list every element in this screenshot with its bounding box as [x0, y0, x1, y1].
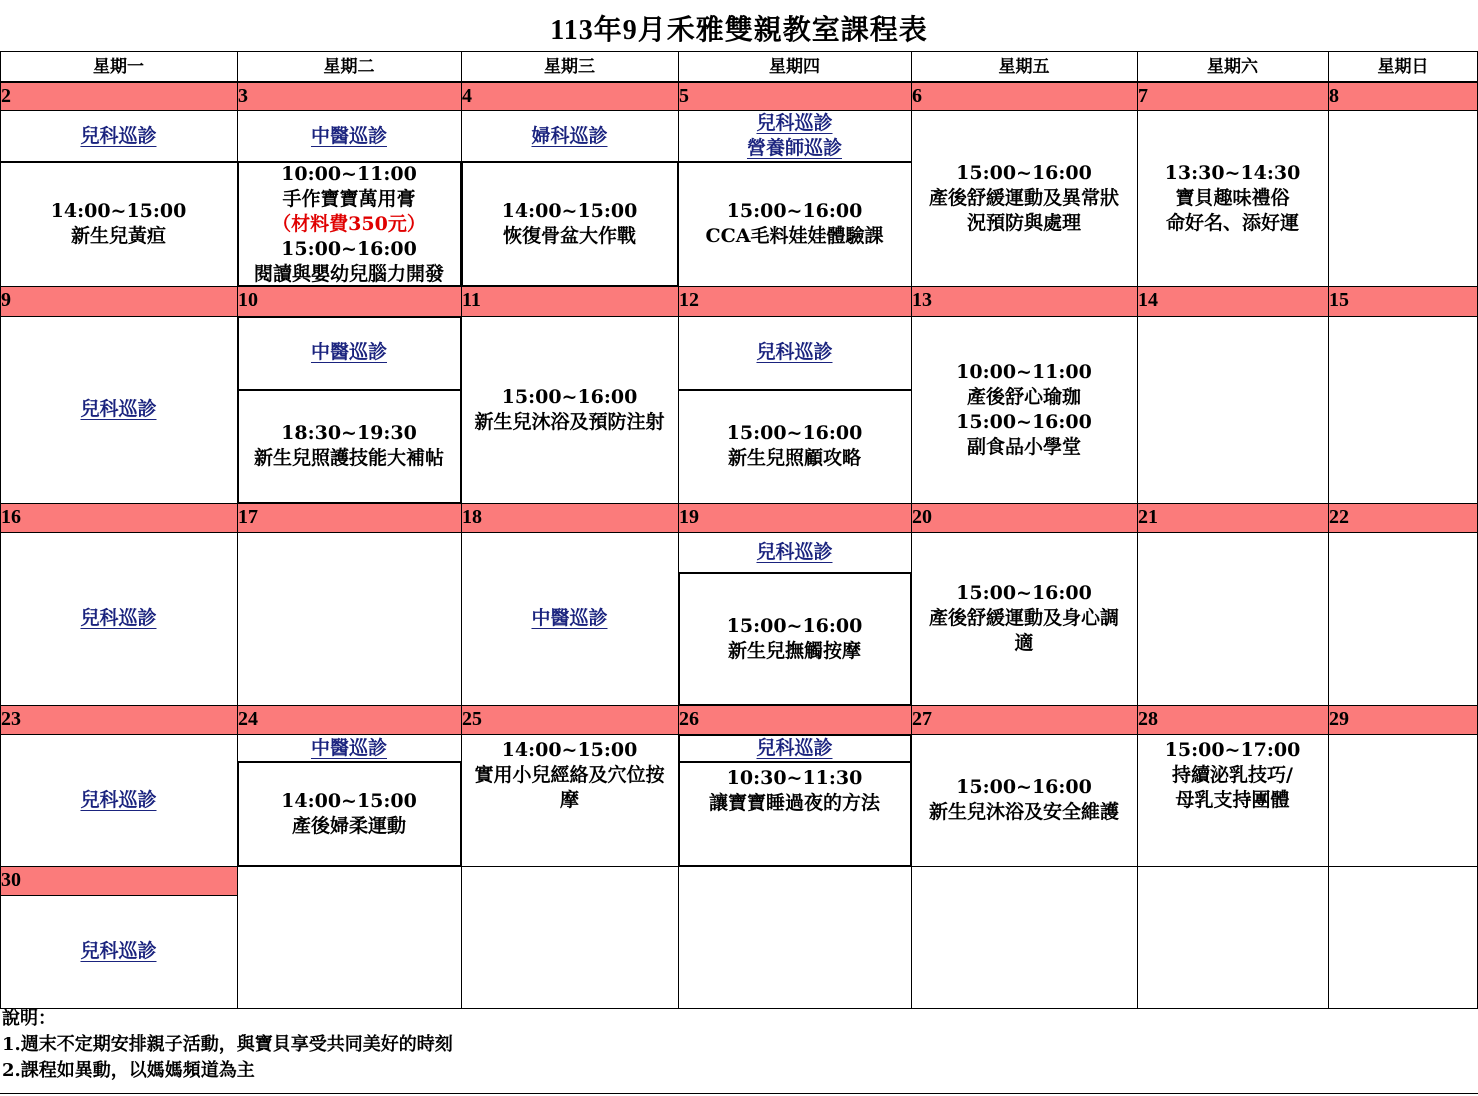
course-title: 產後舒緩運動及身心調 [928, 607, 1119, 629]
course-cell [911, 110, 1137, 286]
course-cell [237, 389, 461, 503]
grid-line [0, 895, 237, 896]
date-label: 29 [1328, 705, 1478, 734]
course-cell [1137, 110, 1328, 286]
clinic-visit-link[interactable]: 兒科巡診 [756, 736, 833, 759]
clinic-visit-cell [678, 316, 911, 389]
course-time: 10:30~11:30 [726, 767, 863, 789]
grid-line [237, 285, 461, 287]
grid-line [237, 316, 461, 318]
clinic-visit-cell [237, 734, 461, 762]
date-label: 4 [461, 82, 678, 110]
clinic-visit-link[interactable]: 兒科巡診 [80, 940, 157, 962]
grid-line [677, 161, 679, 286]
clinic-visit-link[interactable]: 營養師巡診 [746, 137, 842, 159]
grid-line [678, 572, 680, 705]
course-time: 15:00~16:00 [956, 776, 1092, 798]
grid-line [678, 865, 911, 867]
clinic-visit-link[interactable]: 中醫巡診 [310, 341, 387, 363]
course-title: 產後婦柔運動 [291, 815, 406, 837]
date-label: 12 [678, 286, 911, 316]
course-time: 14:00~15:00 [501, 739, 638, 761]
clinic-visit-link[interactable]: 中醫巡診 [310, 124, 387, 147]
grid-line [237, 161, 461, 163]
course-title: 新生兒照顧攻略 [727, 447, 861, 469]
clinic-visit-link[interactable]: 兒科巡診 [756, 341, 833, 363]
clinic-visit-cell [0, 316, 237, 503]
course-title: 手作寶寶萬用膏 [282, 187, 416, 210]
grid-line [461, 161, 463, 286]
course-time: 15:00~16:00 [501, 385, 638, 408]
course-title: 15:00~16:00 [281, 237, 417, 260]
clinic-visit-link[interactable]: 兒科巡診 [756, 541, 833, 563]
course-time: 10:00~11:00 [956, 360, 1092, 383]
date-label: 10 [237, 286, 461, 316]
date-label: 8 [1328, 82, 1478, 110]
course-time: 10:00~11:00 [281, 162, 417, 185]
date-label: 14 [1137, 286, 1328, 316]
date-label: 21 [1137, 503, 1328, 532]
weekday-header: 星期四 [769, 56, 820, 77]
clinic-visit-link[interactable]: 兒科巡診 [80, 788, 157, 811]
date-label: 23 [0, 705, 237, 734]
grid-line [678, 704, 911, 706]
grid-line [237, 316, 239, 503]
date-label: 3 [237, 82, 461, 110]
clinic-visit-cell [461, 110, 678, 162]
date-label: 22 [1328, 503, 1478, 532]
date-label: 26 [678, 705, 911, 734]
date-label: 19 [678, 503, 911, 532]
course-title: 摩 [559, 789, 579, 811]
course-time: 15:00~16:00 [956, 410, 1092, 433]
grid-line [237, 865, 461, 867]
clinic-visit-link[interactable]: 中醫巡診 [531, 607, 608, 629]
clinic-visit-link[interactable]: 中醫巡診 [310, 736, 387, 759]
date-label: 30 [0, 866, 237, 895]
course-time: 15:00~16:00 [726, 200, 863, 222]
grid-line [910, 734, 912, 866]
grid-line [678, 161, 911, 163]
grid-line [237, 502, 461, 504]
course-cell [911, 316, 1137, 503]
grid-line [460, 316, 462, 503]
course-title: 恢復骨盆大作戰 [502, 225, 636, 247]
clinic-visit-link[interactable]: 婦科巡診 [531, 124, 608, 147]
course-title: 閱讀與嬰幼兒腦力開發 [253, 262, 444, 285]
grid-line [0, 82, 1478, 83]
grid-line [1328, 51, 1329, 1008]
course-title: 新生兒黃疸 [70, 225, 166, 247]
clinic-visit-cell [0, 895, 237, 1008]
grid-line [678, 734, 911, 736]
date-label: 16 [0, 503, 237, 532]
date-label: 20 [911, 503, 1137, 532]
course-title: 產後舒緩運動及異常狀 [928, 186, 1119, 209]
course-cell [911, 734, 1137, 866]
course-title: 新生兒沐浴及安全維護 [928, 801, 1119, 823]
grid-line [461, 161, 678, 163]
date-label: 25 [461, 705, 678, 734]
grid-line [910, 572, 912, 705]
date-label: 17 [237, 503, 461, 532]
clinic-visit-cell [678, 532, 911, 573]
grid-line [0, 110, 1478, 111]
date-label: 18 [461, 503, 678, 532]
course-time: 15:00~16:00 [726, 615, 863, 637]
page-title: 113年9月禾雅雙親教室課程表 [550, 15, 928, 46]
grid-line [678, 734, 680, 866]
date-label: 28 [1137, 705, 1328, 734]
clinic-visit-cell [0, 734, 237, 866]
grid-line [0, 503, 1478, 504]
course-cell [678, 162, 911, 286]
date-label: 11 [461, 286, 678, 316]
clinic-visit-link[interactable]: 兒科巡診 [80, 607, 157, 629]
grid-line [0, 532, 1478, 533]
clinic-visit-link[interactable]: 兒科巡診 [80, 398, 157, 420]
notes-item-1: 1.週末不定期安排親子活動，與寶貝享受共同美好的時刻 [2, 1034, 453, 1055]
course-title: 母乳支持團體 [1175, 789, 1290, 811]
course-time: 15:00~16:00 [956, 161, 1092, 184]
course-title: CCA毛料娃娃體驗課 [705, 225, 884, 247]
course-time: 15:00~16:00 [956, 582, 1092, 604]
course-title: 新生兒沐浴及預防注射 [474, 410, 665, 433]
clinic-visit-cell [237, 316, 461, 389]
course-title: 命好名、添好運 [1165, 211, 1299, 234]
course-title: 持續泌乳技巧/ [1172, 764, 1293, 786]
grid-line [0, 316, 1478, 317]
weekday-header: 星期五 [998, 56, 1050, 77]
date-label: 7 [1137, 82, 1328, 110]
weekday-header: 星期三 [544, 56, 595, 77]
course-title: 況預防與處理 [966, 211, 1081, 234]
grid-line [237, 161, 239, 286]
course-time: 13:30~14:30 [1164, 161, 1301, 184]
date-label: 2 [0, 82, 237, 110]
course-time: 14:00~15:00 [281, 790, 417, 812]
date-label: 5 [678, 82, 911, 110]
course-time: 15:00~17:00 [1164, 739, 1301, 761]
grid-line [0, 51, 1, 1008]
course-cell [678, 762, 911, 866]
date-label: 15 [1328, 286, 1478, 316]
grid-line [0, 1093, 1478, 1094]
grid-line [237, 389, 461, 391]
course-title: 新生兒撫觸按摩 [727, 640, 861, 662]
notes [2, 1006, 453, 1084]
course-title: 產後舒心瑜珈 [966, 385, 1081, 408]
clinic-visit-cell [0, 110, 237, 162]
course-cell [1137, 734, 1328, 866]
weekday-header: 星期日 [1377, 56, 1429, 77]
grid-line [678, 761, 911, 763]
date-label: 13 [911, 286, 1137, 316]
grid-line [1137, 51, 1138, 1008]
course-cell [461, 734, 678, 866]
weekday-header: 星期二 [323, 56, 375, 77]
date-label: 27 [911, 705, 1137, 734]
clinic-visit-cell [678, 110, 911, 162]
course-cell [678, 389, 911, 503]
weekday-header: 星期一 [93, 56, 144, 77]
grid-line [678, 572, 911, 574]
course-time: 14:00~15:00 [501, 200, 638, 222]
grid-line [0, 286, 1478, 287]
clinic-visit-cell [461, 532, 678, 705]
clinic-visit-cell [678, 734, 911, 762]
course-title: 讓寶寶睡過夜的方法 [708, 792, 880, 814]
clinic-visit-cell [0, 532, 237, 705]
course-title: 新生兒照護技能大補帖 [253, 447, 444, 469]
notes-heading: 說明： [2, 1008, 56, 1029]
grid-line [461, 285, 678, 287]
grid-line [678, 389, 911, 391]
course-time: （材料費350元） [272, 212, 426, 235]
clinic-visit-link[interactable]: 兒科巡診 [80, 124, 157, 147]
course-time: 15:00~16:00 [726, 422, 863, 444]
course-title: 適 [1014, 632, 1034, 654]
grid-line [237, 761, 461, 763]
course-cell [237, 762, 461, 866]
grid-line [460, 761, 462, 866]
clinic-visit-link[interactable]: 兒科巡診 [756, 112, 833, 134]
date-label: 24 [237, 705, 461, 734]
grid-line [237, 761, 239, 866]
course-cell [0, 162, 237, 286]
course-time: 18:30~19:30 [281, 422, 417, 444]
course-title: 實用小兒經絡及穴位按 [474, 764, 665, 786]
course-cell [237, 162, 461, 286]
date-label: 9 [0, 286, 237, 316]
course-cell [461, 316, 678, 503]
clinic-visit-cell [237, 110, 461, 162]
course-title: 寶貝趣味禮俗 [1175, 186, 1290, 209]
course-cell [461, 162, 678, 286]
course-cell [678, 573, 911, 705]
course-title: 副食品小學堂 [966, 435, 1081, 458]
course-time: 14:00~15:00 [50, 200, 187, 222]
grid-line [0, 51, 1478, 52]
grid-line [0, 161, 237, 163]
notes-item-2: 2.課程如異動，以媽媽頻道為主 [2, 1060, 255, 1081]
date-label: 6 [911, 82, 1137, 110]
course-cell [911, 532, 1137, 705]
weekday-header: 星期六 [1207, 56, 1258, 77]
